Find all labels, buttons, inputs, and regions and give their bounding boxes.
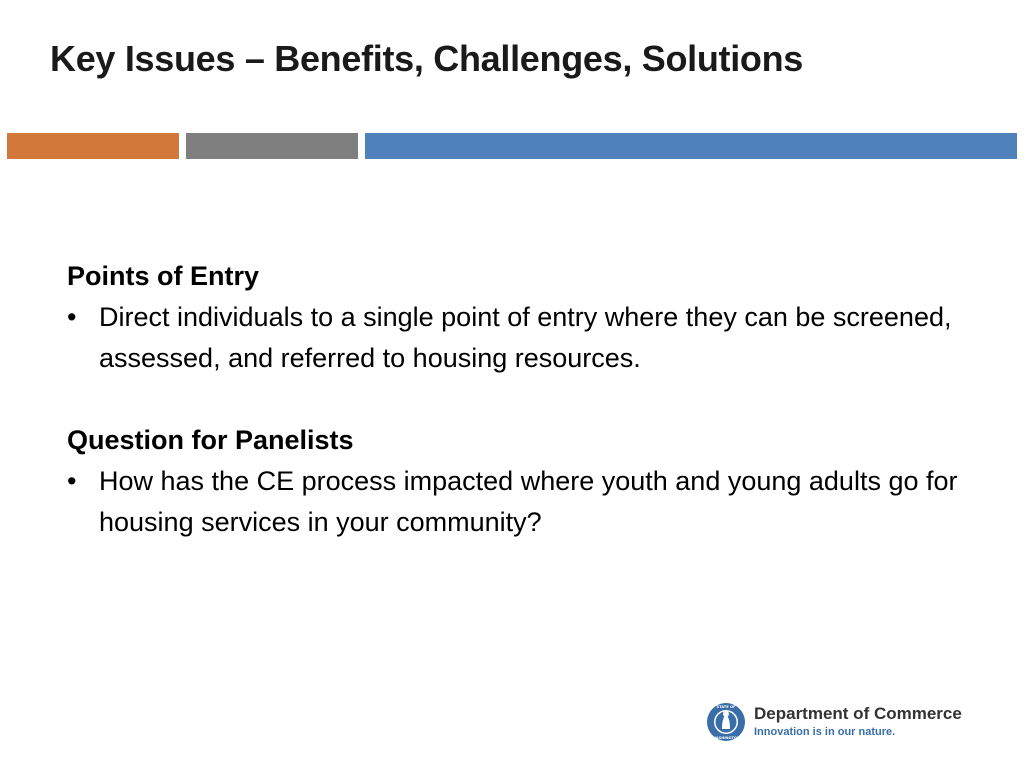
points-of-entry-bullet: [67, 297, 967, 379]
accent-bar-blue: [365, 133, 1017, 159]
question-for-panelists-heading: Question for Panelists: [67, 425, 354, 455]
question-for-panelists-bullet: [67, 461, 967, 543]
accent-bar-orange: [7, 133, 179, 159]
bullet-dot-icon: •: [67, 466, 77, 496]
slide-content: [67, 256, 967, 543]
bullet-dot-icon: •: [67, 302, 77, 332]
points-of-entry-text: Direct individuals to a single point of entry where they can be screened, assessed, and referred to housing resources.: [99, 302, 952, 373]
org-tagline: Innovation is in our nature.: [754, 726, 896, 738]
question-for-panelists-text: How has the CE process impacted where youth and young adults go for housing services in your community?: [99, 466, 958, 537]
slide-title: Key Issues – Benefits, Challenges, Solutions: [50, 38, 804, 79]
department-of-commerce-logo: [706, 702, 976, 746]
accent-bar-gray: [186, 133, 358, 159]
washington-state-seal-icon: [706, 702, 746, 742]
svg-text:WASHINGTON: WASHINGTON: [712, 736, 740, 740]
points-of-entry-heading: Points of Entry: [67, 261, 260, 291]
org-name: Department of Commerce: [754, 704, 962, 723]
svg-text:STATE OF: STATE OF: [716, 705, 736, 710]
